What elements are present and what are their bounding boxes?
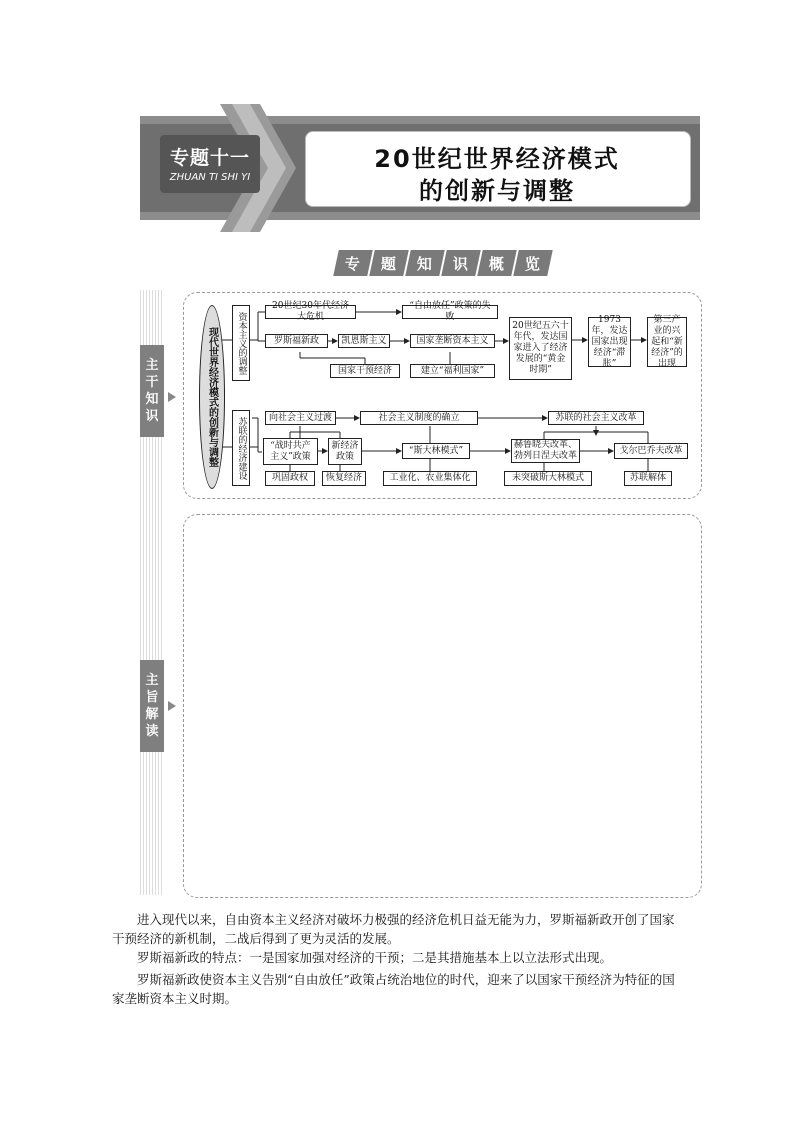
- branch-soviet: 苏联的经济建设: [232, 410, 250, 486]
- node-keynes: 凯恩斯主义: [338, 334, 390, 348]
- node-khrushchev: 赫鲁晓夫改革、勃列日涅夫改革: [511, 439, 580, 463]
- branch-capitalism: 资本主义的调整: [232, 305, 250, 381]
- diagram-root: 现代世界经济模式的创新与调整: [199, 305, 225, 489]
- page-title-line1: 20世纪世界经济模式: [374, 145, 620, 173]
- section-heading-overview: 专 题 知 识 概 览: [336, 250, 550, 276]
- node-state-monopoly: 国家垄断资本主义: [410, 334, 495, 348]
- node-gorbachev: 戈尔巴乔夫改革: [614, 443, 688, 459]
- node-tertiary: 第三产业的兴起和“新经济”的出现: [647, 317, 687, 367]
- node-war-communism: “战时共产主义”政策: [263, 438, 318, 465]
- body-paragraph-3: 罗斯福新政使资本主义告别“自由放任”政策占统治地位的时代，迎来了以国家干预经济为特征的国家垄断资本主义时期。: [112, 972, 675, 1006]
- node-crisis: 20世纪30年代经济大危机: [265, 305, 356, 319]
- node-industry: 工业化、农业集体化: [383, 471, 477, 486]
- node-welfare: 建立“福利国家”: [410, 364, 495, 378]
- side-tab-label: 主 旨 解 读: [145, 673, 159, 739]
- side-tab-label: 主 干 知 识: [145, 358, 159, 424]
- node-recover: 恢复经济: [322, 471, 366, 486]
- node-reform: 苏联的社会主义改革: [548, 411, 644, 425]
- node-consolidate: 巩固政权: [265, 471, 315, 486]
- topic-badge-pinyin: ZHUAN TI SHI YI: [169, 172, 251, 183]
- node-no-break: 未突破斯大林模式: [504, 471, 592, 486]
- node-stagflation: 1973年，发达国家出现经济“滞胀”: [588, 317, 631, 367]
- body-paragraph-2: 罗斯福新政的特点：一是国家加强对经济的干预；二是其措施基本上以立法形式出现。: [137, 950, 613, 965]
- node-golden-age: 20世纪五六十年代，发达国家进入了经济发展的“黄金时期”: [509, 317, 572, 380]
- body-paragraph-1: 进入现代以来，自由资本主义经济对破坏力极强的经济危机日益无能为力，罗斯福新政开创了国家干预经济的新机制，二战后得到了更为灵活的发展。: [112, 912, 675, 946]
- node-roosevelt: 罗斯福新政: [265, 334, 328, 348]
- node-intervention: 国家干预经济: [330, 364, 400, 378]
- node-laissez-fail: “自由放任”政策的失败: [402, 305, 498, 319]
- node-stalin-model: “斯大林模式”: [402, 443, 470, 459]
- node-nep: 新经济政策: [328, 438, 362, 465]
- node-establish: 社会主义制度的确立: [360, 411, 478, 425]
- page-title-line2: 的创新与调整: [419, 177, 575, 205]
- topic-badge-title: 专题十一: [169, 147, 250, 169]
- node-transition: 向社会主义过渡: [265, 411, 336, 425]
- node-collapse: 苏联解体: [624, 471, 672, 486]
